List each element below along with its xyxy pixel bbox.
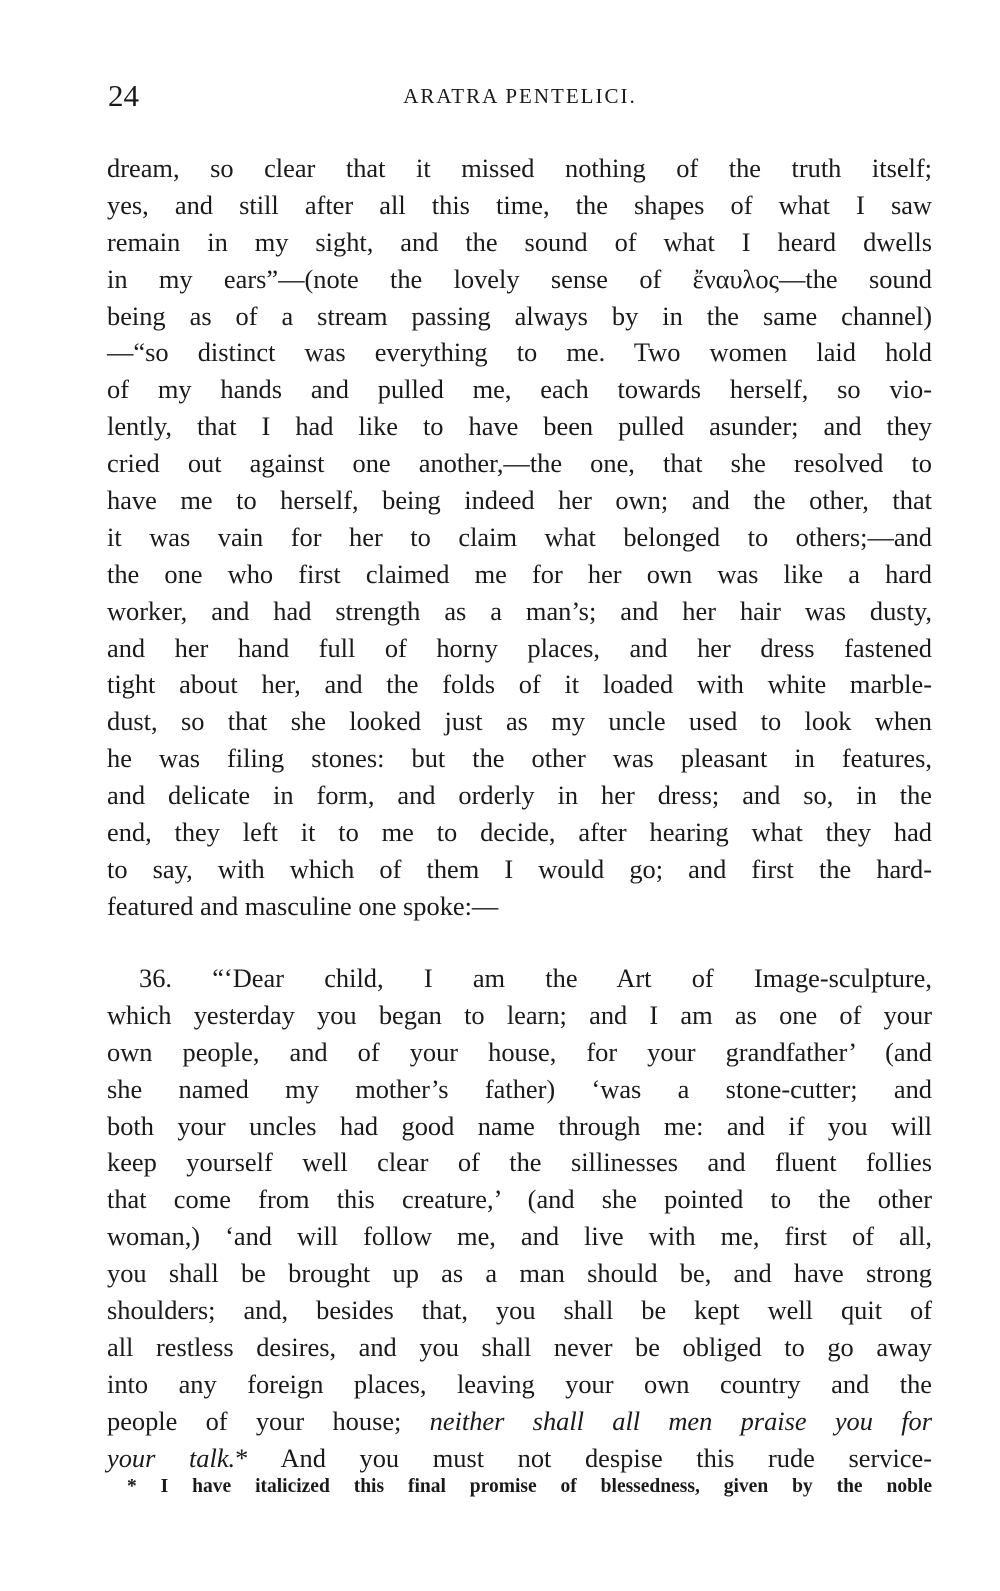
paragraph-1	[107, 150, 932, 925]
italic-text: neither shall all men praise you for	[429, 1405, 932, 1436]
text-line: yes, and still after all this time, the shapes of what I saw	[107, 189, 932, 220]
text-line: have me to herself, being indeed her own; and the other, that	[107, 485, 932, 516]
text-line: the one who first claimed me for her own was like a hard	[107, 558, 932, 589]
text-line: of my hands and pulled me, each towards herself, so vio-	[107, 374, 932, 405]
footnote: * I have italicized this final promise of blessedness, given by the noble	[127, 1476, 932, 1497]
text-line: and delicate in form, and orderly in her dress; and so, in the	[107, 780, 932, 811]
text-line: keep yourself well clear of the sillinesses and fluent follies	[107, 1147, 932, 1178]
italic-text: your talk.	[107, 1442, 236, 1473]
text-line: own people, and of your house, for your grandfather’ (and	[107, 1036, 932, 1067]
text-line: and her hand full of horny places, and her dress fastened	[107, 632, 932, 663]
text-line: it was vain for her to claim what belonged to others;—and	[107, 521, 932, 552]
text-line: that come from this creature,’ (and she pointed to the other	[107, 1184, 932, 1215]
text-line: being as of a stream passing always by in the same channel)	[107, 300, 932, 331]
text-line: you shall be brought up as a man should be, and have strong	[107, 1258, 932, 1289]
text-line: cried out against one another,—the one, that she resolved to	[107, 448, 932, 479]
page-number: 24	[108, 78, 139, 113]
text-run: * And you must not despise this rude service-	[235, 1442, 932, 1473]
text-line	[107, 1440, 932, 1477]
text-line: she named my mother’s father) ‘was a stone-cutter; and	[107, 1073, 932, 1104]
text-line: tight about her, and the folds of it loaded with white marble-	[107, 669, 932, 700]
text-line: in my ears”—(note the lovely sense of ἔναυλος—the sound	[107, 263, 932, 294]
text-line: to say, with which of them I would go; and first the hard-	[107, 853, 932, 884]
text-line: worker, and had strength as a man’s; and her hair was dusty,	[107, 595, 932, 626]
text-line: all restless desires, and you shall never be obliged to go away	[107, 1331, 932, 1362]
text-line: dream, so clear that it missed nothing of the truth itself;	[107, 153, 932, 183]
page-header	[108, 78, 932, 118]
running-title: ARATRA PENTELICI.	[403, 84, 637, 108]
text-line: into any foreign places, leaving your own country and the	[107, 1368, 932, 1399]
text-line: he was filing stones: but the other was pleasant in features,	[107, 743, 932, 774]
text-line: 36. “‘Dear child, I am the Art of Image-sculpture,	[139, 963, 932, 993]
text-line: both your uncles had good name through me: and if you will	[107, 1110, 932, 1141]
text-line: end, they left it to me to decide, after hearing what they had	[107, 817, 932, 848]
text-line: lently, that I had like to have been pulled asunder; and they	[107, 411, 932, 442]
text-line: —“so distinct was everything to me. Two women laid hold	[107, 337, 932, 368]
text-run: people of your house;	[107, 1405, 430, 1436]
text-line: shoulders; and, besides that, you shall be kept well quit of	[107, 1295, 932, 1326]
text-line	[107, 1403, 932, 1440]
text-line: woman,) ‘and will follow me, and live with me, first of all,	[107, 1221, 932, 1252]
paragraph-2	[107, 960, 932, 1476]
text-line: remain in my sight, and the sound of what I heard dwells	[107, 226, 932, 257]
text-line: dust, so that she looked just as my uncle used to look when	[107, 706, 932, 737]
text-line: which yesterday you began to learn; and I am as one of your	[107, 999, 932, 1030]
text-line: featured and masculine one spoke:—	[107, 890, 499, 921]
